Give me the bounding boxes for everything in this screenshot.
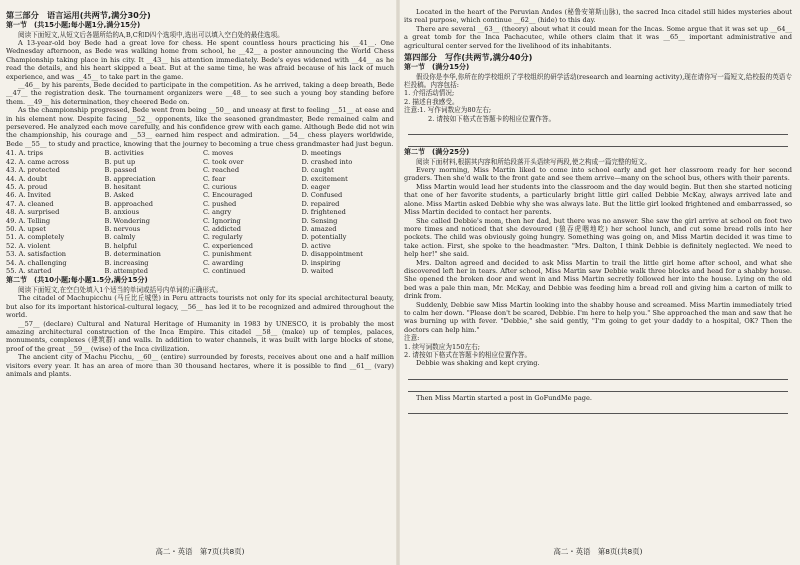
option-41-c: C. moves [203,149,234,158]
option-54-d: D. inspiring [301,258,341,267]
option-51-d: D. potentially [301,233,347,242]
option-52-b: B. helpful [104,241,137,250]
option-52-c: C. experienced [203,241,253,250]
page-gutter [396,0,400,565]
option-42-c: C. took over [203,157,244,166]
section1-instructions: 阅读下面短文,从短文后各题所给的A,B,C和D四个选项中,选出可以填入空白处的最佳选项。 [18,30,284,39]
writing-section1-title: 第一节 (满分15分) [404,63,470,72]
option-55-d: D. waited [301,266,334,275]
story-paragraph-1: Every morning, Miss Martin liked to come into school early and get her classroom ready for her second graders. Then she'd walk to the front gate and see them arrive—many on the school bus, others with their parents. [404,166,792,183]
option-50-b: B. nervous [104,224,141,233]
option-45-c: C. curious [203,182,237,191]
writing-point-2: 2. 描述自我感受。 [404,97,459,106]
option-51-b: B. calmly [104,233,136,242]
option-45-a: 45. A. proud [6,182,48,191]
option-55-c: C. continued [203,266,246,275]
option-44-b: B. appreciation [104,174,156,183]
option-44-c: C. fear [203,174,226,183]
answer-line[interactable] [408,402,788,414]
option-53-c: C. punishment [203,250,252,259]
option-43-b: B. passed [104,166,137,175]
answer-line[interactable] [408,380,788,392]
options-table [6,149,394,275]
answer-line[interactable] [408,123,788,135]
notes-label: 注意: [404,334,420,343]
option-42-b: B. put up [104,157,136,166]
writing-section2-instructions: 阅读下面材料,根据其内容和所给段落开头语续写两段,使之构成一篇完整的短文。 [416,157,651,166]
story-paragraph-5: Suddenly, Debbie saw Miss Martin looking into the shabby house and screamed. Miss Martin immediately tried to calm her down. "Please don't be scared, Debbie. I'm here to help you." She approached the man and saw that he was burning up with fever. "Debbie," she said gently, "I'm going to get your daddy to a hospital, OK? Then the doctors can help him." [404,300,792,334]
option-49-c: C. Ignoring [203,216,241,225]
writing-section1-instructions: 假设你是李华,你所在的学校组织了学校组织的研学活动(research and learning activity),现在请你写一篇短文,给校报的英语专栏投稿。内容包括: [404,72,792,90]
option-46-c: C. Encouraged [203,191,253,200]
option-43-c: C. reached [203,166,240,175]
option-47-c: C. pushed [203,199,237,208]
option-48-c: C. angry [203,208,232,217]
option-55-b: B. attempted [104,266,148,275]
page-footer-left: 高二・英语 第7页(共8页) [155,546,245,556]
option-47-d: D. repaired [301,199,340,208]
option-48-d: D. frightened [301,208,346,217]
page-footer-right: 高二・英语 第8页(共8页) [553,546,643,556]
writing-section2-title: 第二节 (满分25分) [404,148,470,157]
option-53-d: D. disappointment [301,250,363,259]
continuation-start-2: Then Miss Martin started a post in GoFundMe page. [416,393,592,402]
grammar-paragraph-4: Located in the heart of the Peruvian Andes (秘鲁安第斯山脉), the sacred Inca citadel still hides mysteries about its real purpose, which continue __62__ (hide) to this day. [404,8,792,25]
page-8 [404,8,792,556]
option-43-a: 43. A. protected [6,166,60,175]
option-54-c: C. awarding [203,258,244,267]
option-44-a: 44. A. doubt [6,174,47,183]
story-paragraph-2: Miss Martin would lead her students into the classroom and the day would begin. But then she started noticing that one of her favorite students, a particularly bright little girl called Debbie McKay, always arrived late and alone. Miss Martin asked Debbie why she was always late. But the little girl looked frightened and embarrassed, so Miss Martin decided to contact her parents. [404,182,792,217]
section2-title: 第二节 (共10小题;每小题1.5分,满分15分) [6,276,148,285]
part3-title: 第三部分 语言运用(共两节,满分30分) [6,10,151,20]
option-41-a: 41. A. trips [6,149,44,158]
option-46-d: D. Confused [301,191,343,200]
notes-item-1: 1. 续写词数应为150左右; [404,342,480,351]
option-42-d: D. crashed into [301,157,353,166]
option-46-b: B. Asked [104,191,134,200]
option-54-a: 54. A. challenging [6,258,67,267]
page-7 [6,8,394,556]
option-41-b: B. activities [104,149,144,158]
grammar-paragraph-5: There are several __63__ (theory) about what it could mean for the Incas. Some argue that it was set up __64__ a great tomb for the Inca Pachacutec, while others claim that it was __65__ important administrative and agricultural center served for the livelihood of its inhabitants. [404,24,792,50]
option-41-d: D. meetings [301,149,342,158]
part4-title: 第四部分 写作(共两节,满分40分) [404,52,533,63]
option-51-c: C. regularly [203,233,243,242]
option-50-d: D. amazed [301,224,337,233]
option-43-d: D. caught [301,166,334,175]
option-47-a: 47. A. cleaned [6,199,54,208]
continuation-start-1: Debbie was shaking and kept crying. [416,359,540,368]
option-49-d: D. Sensing [301,216,338,225]
option-53-b: B. determination [104,250,161,259]
option-50-c: C. addicted [203,224,241,233]
grammar-paragraph-2: __57__ (declare) Cultural and Natural Heritage of Humanity in 1983 by UNESCO, it is probably the most amazing architectural construction of the Inca Empire. This citadel __58__ (make) up of temples, palaces, monuments, complexes (建筑群) and walls. In addition to water channels, it was built with large blocks of stone, proof of the great __59__ (wise) of the Inca civilization. [6,319,394,353]
section1-title: 第一节 (共15小题;每小题1分,满分15分) [6,21,141,29]
grammar-paragraph-3: The ancient city of Machu Picchu, __60__ (entire) surrounded by forests, receives about one and a half million visitors every year. It has an area of more than 30 thousand hectares, where it is possible to find __61__ (vary) animals and plants. [6,353,394,379]
section2-instructions: 阅读下面短文,在空白处填入1个适当的单词或括号内单词的正确形式。 [18,285,223,294]
option-55-a: 55. A. started [6,266,52,275]
writing-note-1: 注意:1. 写作词数应为80左右; [404,106,492,115]
answer-line[interactable] [408,368,788,380]
option-46-a: 46. A. Invited [6,191,51,200]
cloze-paragraph-3: As the championship progressed, Bede went from being __50__ and uneasy at first to feeling __51__ at ease and in his element now. Despite facing __52__ opponents, like the seasoned grandmaster, Bede remained calm and persevered. He analyzed each move carefully, and his confidence grew with each game. Although Bede did not win the championship, his courage and __53__ earned him respect and admiration. __54__ chess players worldwide, Bede __55__ to study and practice, knowing that the journey to becoming a true chess grandmaster had just begun. [6,106,394,148]
option-53-a: 53. A. satisfaction [6,250,67,259]
answer-line[interactable] [408,135,788,147]
notes-item-2: 2. 请按如下格式在答题卡的相应位置作答。 [404,351,532,359]
writing-point-1: 1. 介绍活动情况; [404,89,455,98]
option-47-b: B. approached [104,199,154,208]
cloze-paragraph-2: __46__ by his parents, Bede decided to participate in the competition. As he arrived, taking a deep breath, Bede __47__ the registration desk. The tournament organizers were __48__ to see such a young boy standing before them. __49__ his determination, they cheered Bede on. [6,81,394,106]
story-paragraph-4: Mrs. Dalton agreed and decided to ask Miss Martin to trail the little girl home after school, and what she discovered left her in tears. After school, Miss Martin saw Debbie walk three blocks and head for a shabby house. She opened the broken door and went in and Miss Martin secretly followed her into the house. Lying on the old bed was a pale thin man, Mr. McKay, and Debbie was feeding him a bread roll and giving him a carton of milk to drink from. [404,258,792,301]
option-50-a: 50. A. upset [6,224,46,233]
option-44-d: D. excitement [301,174,348,183]
option-49-a: 49. A. Telling [6,216,51,225]
option-48-a: 48. A. surprised [6,208,60,217]
option-49-b: B. Wondering [104,216,150,225]
option-48-b: B. anxious [104,208,140,217]
story-paragraph-3: She called Debbie's mom, then her dad, but there was no answer. She saw the girl arrive at school on foot two more times and noticed that she devoured (狼吞虎咽地吃) her school lunch, and cut some bread rolls into her pockets. The child was obviously going hungry. Something was going on, and Miss Martin decided it was time to take action. First, she spoke to the headmaster. "Mrs. Dalton, I think Debbie is definitely neglected. We need to help her!" she said. [404,216,792,259]
option-52-a: 52. A. violent [6,241,51,250]
option-45-b: B. hesitant [104,182,141,191]
option-54-b: B. increasing [104,258,149,267]
grammar-paragraph-1: The citadel of Machupicchu (马丘比丘城堡) in Peru attracts tourists not only for its special architectural beauty, but also for its important historical-cultural legacy, __56__ has led it to be recognized and admired throughout the world. [6,294,394,320]
writing-note-2: 2. 请按如下格式在答题卡的相应位置作答。 [428,114,556,123]
option-45-d: D. eager [301,182,330,191]
option-42-a: 42. A. came across [6,157,69,166]
cloze-paragraph-1: A 13-year-old boy Bede had a great love for chess. He spent countless hours practicing his __41__. One Wednesday afternoon, as Bede was walking home from school, he __42__ a poster announcing the World Chess Championship taking place in his city. It __43__ his attention immediately. Bede's eyes widened with __44__ as he read the details, and his heart skipped a beat. But at the same time, he was afraid because of his lack of much experience, and was __45__ to take part in the game. [6,39,394,81]
option-52-d: D. active [301,241,331,250]
option-51-a: 51. A. completely [6,233,65,242]
